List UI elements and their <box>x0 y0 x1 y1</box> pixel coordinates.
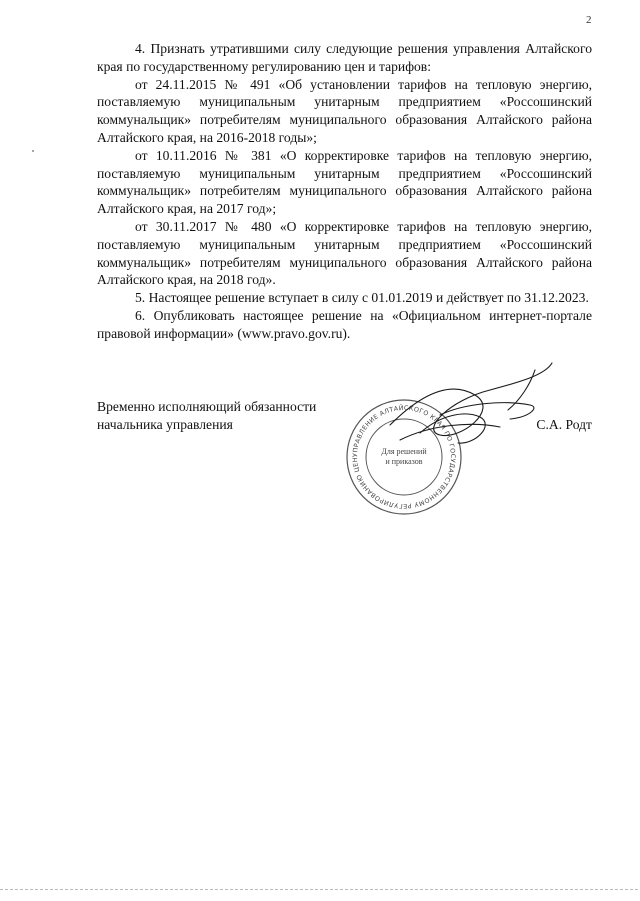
paragraph-repealed-2016: от 10.11.2016 № 381 «О корректировке тарифов на тепловую энергию, поставляемую муниципальным унитарным предприятием «Россошинский коммунальщик» потребителям муниципального образования Алтайского района Алтайского края, на 2017 год»; <box>97 147 592 217</box>
page-number: 2 <box>586 14 592 26</box>
signer-position-line2: начальника управления <box>97 417 233 432</box>
seal-center-line2: и приказов <box>385 457 423 466</box>
signature-block <box>97 398 592 434</box>
paragraph-5-effective-date: 5. Настоящее решение вступает в силу с 01.01.2019 и действует по 31.12.2023. <box>135 290 589 306</box>
signer-name: С.А. Родт <box>536 417 592 432</box>
seal-ring-text: УПРАВЛЕНИЕ АЛТАЙСКОГО КРАЯ ПО ГОСУДАРСТВЕННОМУ РЕГУЛИРОВАНИЮ ЦЕН <box>351 404 457 510</box>
signer-position-line1: Временно исполняющий обязанности <box>97 399 317 414</box>
scan-bottom-edge <box>0 889 640 890</box>
scan-speck <box>32 150 34 152</box>
paragraph-6-publish: 6. Опубликовать настоящее решение на «Официальном интернет-портале правовой информации» (www.pravo.gov.ru). <box>97 307 592 341</box>
document-body <box>97 40 592 343</box>
paragraph-4-repeal: 4. Признать утратившими силу следующие решения управления Алтайского края по государственному регулированию цен и тарифов: <box>97 41 592 74</box>
seal-center-line1: Для решений <box>381 447 427 456</box>
paragraph-repealed-2017: от 30.11.2017 № 480 «О корректировке тарифов на тепловую энергию, поставляемую муниципальным унитарным предприятием «Россошинский коммунальщик» потребителям муниципального образования Алтайского района Алтайского края, на 2018 год». <box>97 218 592 288</box>
paragraph-repealed-2015: от 24.11.2015 № 491 «Об установлении тарифов на тепловую энергию, поставляемую муниципальным унитарным предприятием «Россошинский коммунальщик» потребителям муниципального образования Алтайского района Алтайского края, на 2016-2018 годы»; <box>97 76 592 145</box>
